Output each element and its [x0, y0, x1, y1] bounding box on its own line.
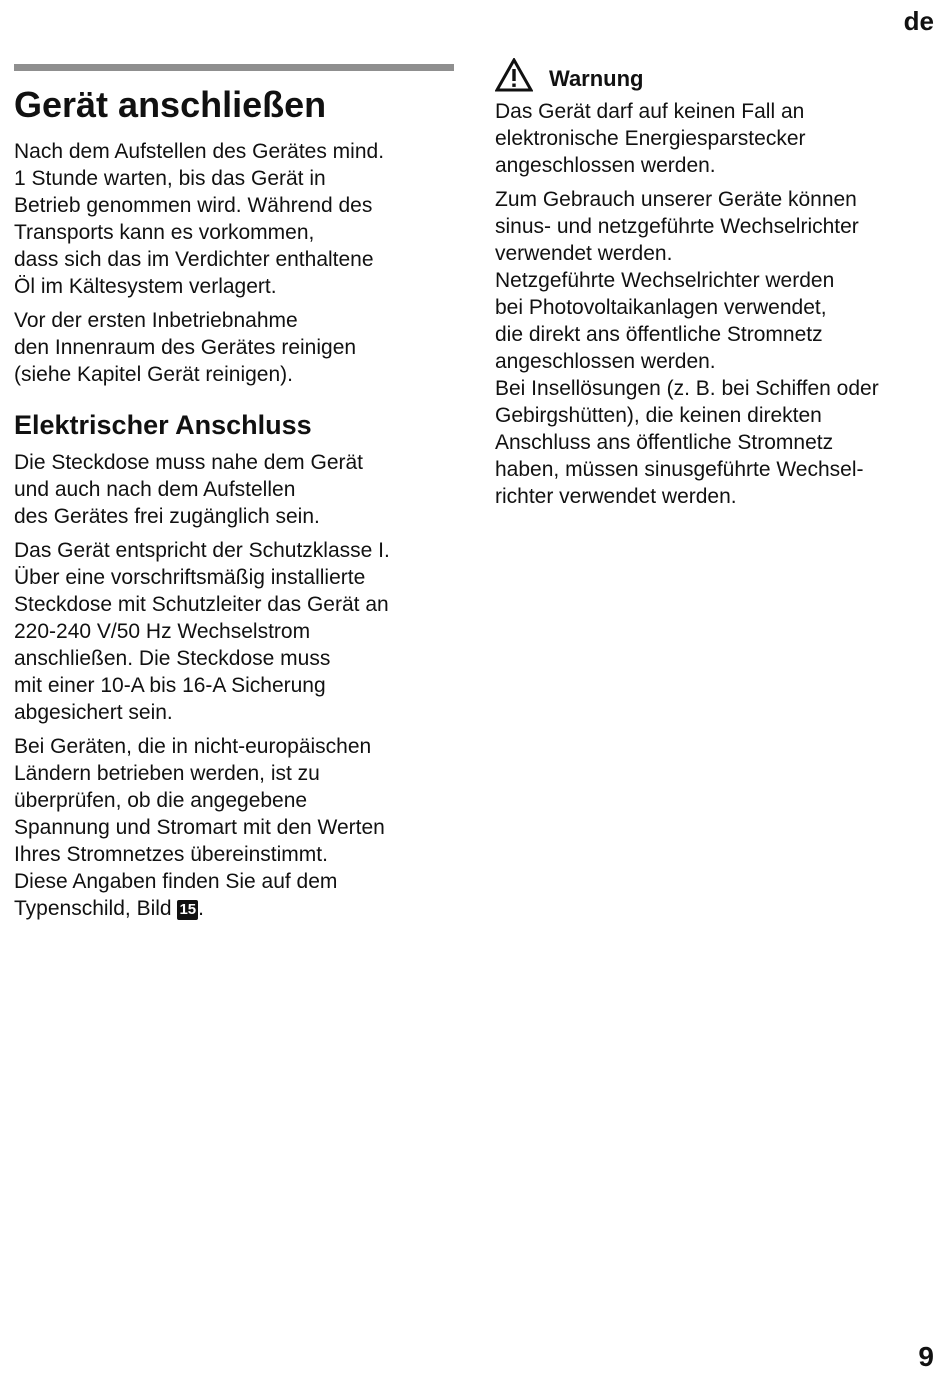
paragraph-socket: Die Steckdose muss nahe dem Gerät und auch nach dem Aufstellen des Gerätes frei zugänglich sein.: [14, 451, 364, 529]
warning-paragraph-energy-saver: Das Gerät darf auf keinen Fall an elektronische Energiesparstecker angeschlossen werden.: [495, 100, 806, 177]
page-number: 9: [918, 1341, 934, 1372]
paragraph-non-european-text: Bei Geräten, die in nicht-europäischen Ländern betrieben werden, ist zu überprüfen, ob die angegebene Spannung und Stromart mit den Werten Ihres Stromnetzes übereinstimmt. Diese Angaben finden Sie auf dem Typenschild, Bild: [14, 735, 385, 921]
paragraph-protection-class: Das Gerät entspricht der Schutzklasse I. Über eine vorschriftsmäßig installierte Steckdose mit Schutzleiter das Gerät an 220-240 V/50 Hz Wechselstrom anschließen. Die Steckdose muss mit einer 10-A bis 16-A Sicherung abgesichert sein.: [14, 539, 390, 725]
warning-paragraph-photovoltaic: Netzgeführte Wechselrichter werden bei Photovoltaikanlagen verwendet, die direkt ans öffentliche Stromnetz angeschlossen werden.: [495, 269, 835, 373]
right-column: [495, 58, 935, 510]
section-divider: [14, 64, 454, 71]
warning-header: [495, 58, 935, 92]
paragraph-wait: Nach dem Aufstellen des Gerätes mind. 1 Stunde warten, bis das Gerät in Betrieb genommen wird. Während des Transports kann es vorkommen, dass sich das im Verdichter enthaltene Öl im Kältesystem verlagert.: [14, 140, 385, 299]
figure-reference: 15: [179, 901, 197, 919]
subsection-title: Elektrischer Anschluss: [14, 410, 312, 441]
paragraph-non-european: [14, 733, 454, 922]
language-label: de: [903, 6, 934, 36]
warning-title: Warnung: [549, 66, 644, 91]
section-title: Gerät anschließen: [14, 84, 327, 125]
warning-paragraph-inverters: Zum Gebrauch unserer Geräte können sinus- und netzgeführte Wechselrichter verwendet werden.: [495, 188, 859, 265]
paragraph-clean: Vor der ersten Inbetriebnahme den Innenraum des Gerätes reinigen (siehe Kapitel Gerät reinigen).: [14, 309, 357, 387]
warning-paragraph-island: Bei Insellösungen (z. B. bei Schiffen oder Gebirgshütten), die keinen direkten Anschluss ans öffentliche Stromnetz haben, müssen sinusgeführte Wechsel- richter verwendet werden.: [495, 377, 879, 508]
warning-triangle-icon: [495, 58, 533, 92]
paragraph-end: .: [198, 897, 204, 921]
left-column: [14, 64, 454, 929]
